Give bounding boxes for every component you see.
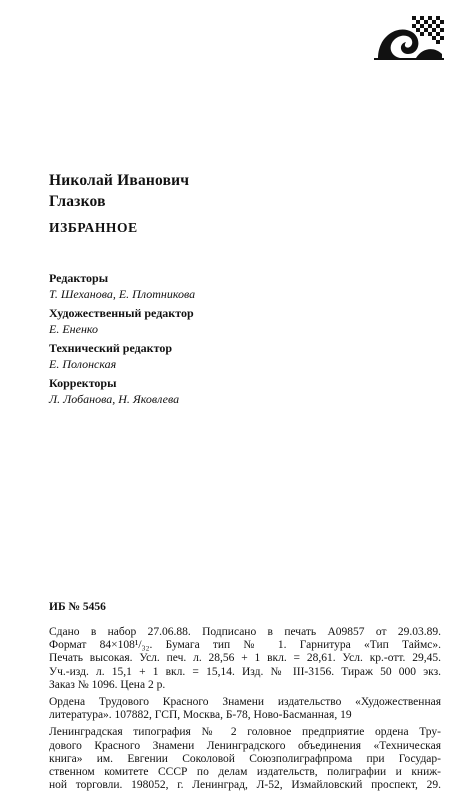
credit-names: Е. Ененко: [49, 322, 99, 336]
print-info: [49, 626, 441, 692]
publication-number: ИБ № 5456: [49, 601, 106, 613]
book-title: ИЗБРАННОЕ: [49, 220, 138, 235]
publisher-info: [49, 696, 441, 722]
author-name: [49, 170, 189, 212]
credit-role: Редакторы: [49, 271, 109, 285]
credits-list: [49, 270, 195, 410]
author-surname: Глазков: [49, 193, 106, 210]
printer-info-line: Ленинградская типография № 2 головное предприятие ордена Тру-: [49, 726, 441, 739]
credit-editors: [49, 270, 195, 302]
credit-proofreaders: [49, 375, 195, 407]
printer-info-line: книга» им. Евгении Соколовой Союзполиграфпрома при Государ-: [49, 752, 441, 765]
publisher-ornament-icon: [372, 14, 444, 60]
print-info-line: Сдано в набор 27.06.88. Подписано в печать А09857 от 29.03.89.: [49, 626, 441, 638]
publisher-info-line: Ордена Трудового Красного Знамени издательство «Художественная: [49, 696, 441, 709]
imprint-block: [49, 626, 441, 796]
credit-role: Корректоры: [49, 376, 117, 390]
credit-role: Технический редактор: [49, 341, 173, 355]
credit-art-editor: [49, 305, 195, 337]
credit-technical-editor: [49, 340, 195, 372]
print-info-line: Заказ № 1096. Цена 2 р.: [49, 678, 166, 691]
credit-names: Т. Шеханова, Е. Плотникова: [49, 287, 196, 301]
printer-info-line: дового Красного Знамени Ленинградского объединения «Техническая: [49, 739, 441, 752]
publisher-info-line: литература». 107882, ГСП, Москва, Б-78, Ново-Басманная, 19: [49, 709, 352, 722]
print-info-line: Печать высокая. Усл. печ. л. 28,56 + 1 вкл. = 28,61. Усл. кр.-отт. 29,45.: [49, 652, 441, 665]
printer-info-line: ной торговли. 198052, г. Ленинград, Л-52, Измайловский проспект, 29.: [49, 779, 441, 792]
print-info-line: Уч.-изд. л. 15,1 + 1 вкл. = 15,14. Изд. № III-3156. Тираж 50 000 экз.: [49, 665, 441, 678]
printer-info: [49, 726, 441, 792]
credit-names: Л. Лобанова, Н. Яковлева: [49, 392, 180, 406]
printer-info-line: ственном комитете СССР по делам издательств, полиграфии и книж-: [49, 766, 441, 779]
credit-role: Художественный редактор: [49, 306, 194, 320]
credit-names: Е. Полонская: [49, 357, 117, 371]
print-info-line: Формат 84×108¹/₃₂. Бумага тип № 1. Гарнитура «Тип Таймс».: [49, 639, 441, 652]
author-first-names: Николай Иванович: [49, 172, 190, 189]
